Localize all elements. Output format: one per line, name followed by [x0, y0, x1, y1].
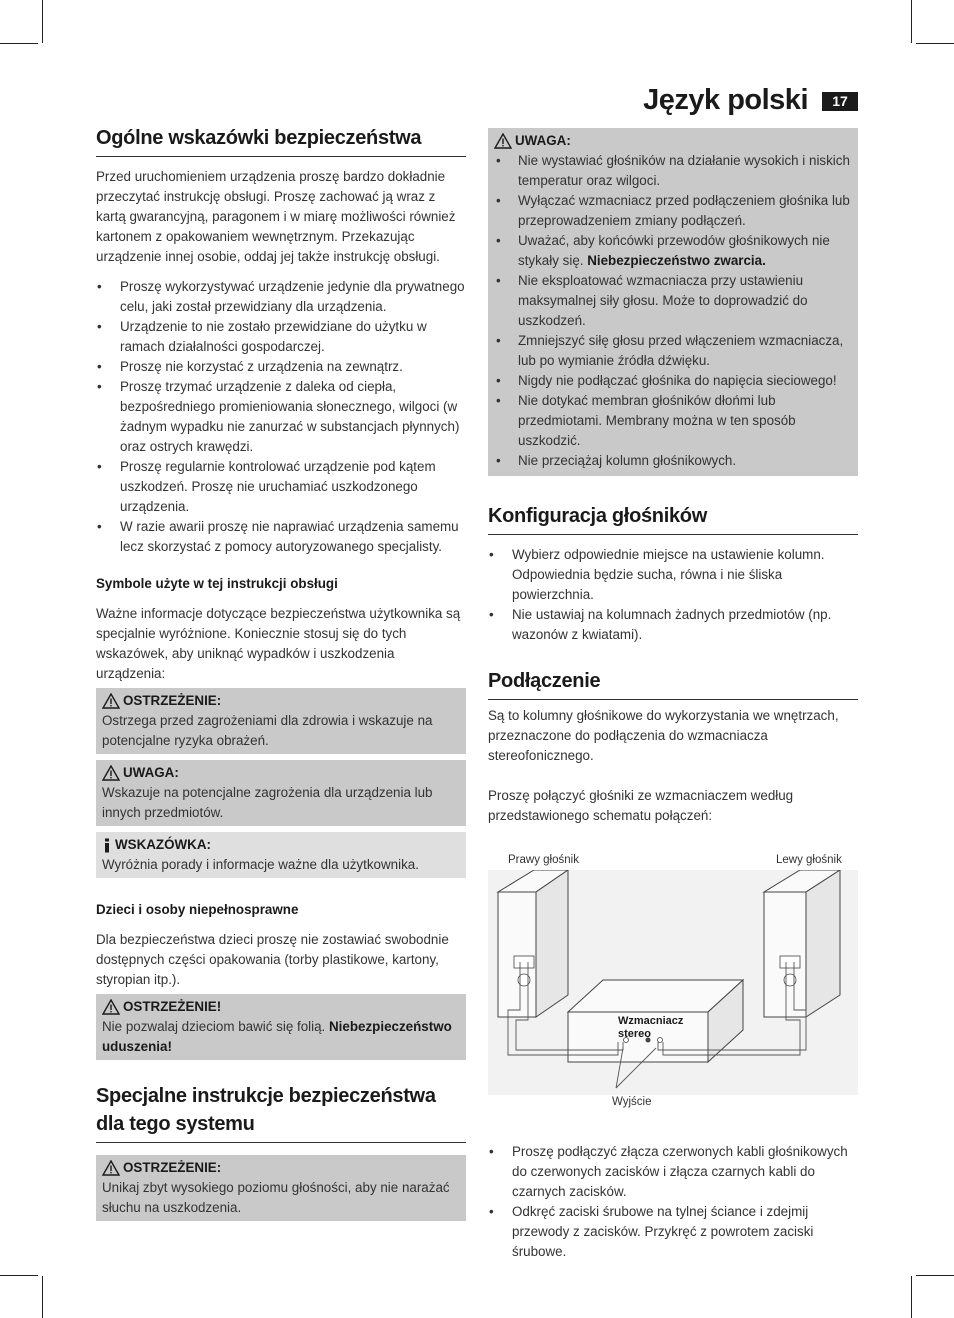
intro-paragraph: Przed uruchomieniem urządzenia proszę bardzo dokładnie przeczytać instrukcję obsługi. Proszę zachować ją wraz z kartą gwarancyjną, paragonem i w miarę możliwości również kartonem z opakowaniem wewnętrznym. Przekazując urządzenie innej osobie, oddaj jej także instrukcję obsługi. — [96, 169, 456, 264]
list-item: • Proszę nie korzystać z urządzenia na zewnątrz. — [96, 357, 466, 377]
crop-mark — [42, 1276, 43, 1318]
system-warning-text: Unikaj zbyt wysokiego poziomu głośności, aby nie narażać słuchu na uszkodzenia. — [102, 1180, 450, 1215]
list-item: • Proszę podłączyć złącza czerwonych kabli głośnikowych do czerwonych zacisków i złącza czarnych kabli do czarnych zacisków. — [488, 1142, 858, 1202]
section-heading-speaker-config: Konfiguracja głośników — [488, 498, 858, 535]
connection-paragraph: Są to kolumny głośnikowe do wykorzystania we wnętrzach, przeznaczone do podłączenia do wzmacniacza stereofonicznego. — [488, 708, 839, 763]
warning-triangle-icon — [102, 693, 120, 709]
list-item: • Proszę regularnie kontrolować urządzenie pod kątem uszkodzeń. Proszę nie uruchamiać uszkodzonego urządzenia. — [96, 457, 466, 517]
caution-text: Wskazuje na potencjalne zagrożenia dla urządzenia lub innych przedmiotów. — [102, 785, 433, 820]
system-warning-title: OSTRZEŻENIE: — [123, 1160, 222, 1175]
list-item: • Nie dotykać membran głośników dłońmi lub przedmiotami. Membrany można w ten sposób uszkodzić. — [494, 391, 852, 451]
list-item: • Wybierz odpowiednie miejsce na ustawienie kolumn. Odpowiednia będzie sucha, równa i nie śliska powierzchnia. — [488, 545, 858, 605]
section-heading-general-safety: Ogólne wskazówki bezpieczeństwa — [96, 120, 466, 157]
info-icon — [102, 838, 112, 853]
warning-triangle-icon — [494, 133, 512, 149]
left-speaker-icon — [764, 870, 840, 1017]
warning-triangle-icon — [102, 765, 120, 781]
caution-box — [96, 760, 466, 826]
list-item: • Odkręć zaciski śrubowe na tylnej ściance i zdejmij przewody z zacisków. Przykręć z powrotem zaciski śrubowe. — [488, 1202, 858, 1262]
crop-mark — [0, 1275, 38, 1276]
crop-mark — [0, 43, 38, 44]
amplifier-label-line2: stereo — [618, 1028, 652, 1040]
warning-triangle-icon — [102, 1160, 120, 1176]
wiring-diagram-drawing — [488, 870, 858, 1110]
warning-text: Ostrzega przed zagrożeniami dla zdrowia i wskazuje na potencjalne ryzyka obrażeń. — [102, 713, 433, 748]
children-warning-title: OSTRZEŻENIE! — [123, 999, 222, 1014]
list-item: • Proszę trzymać urządzenie z daleka od ciepła, bezpośredniego promieniowania słonecznego, wilgoci (w żadnym wypadku nie zanurzać w substancjach płynnych) oraz ostrych krawędzi. — [96, 377, 466, 457]
right-speaker-icon — [498, 870, 568, 1017]
list-item: • W razie awarii proszę nie naprawiać urządzenia samemu lecz skorzystać z pomocy autoryzowanego specjalisty. — [96, 517, 466, 557]
section-heading-special-instructions: Specjalne instrukcje bezpieczeństwa dla tego systemu — [96, 1078, 466, 1143]
caution-title: UWAGA: — [123, 765, 179, 780]
caution-list — [494, 151, 852, 471]
symbols-paragraph: Ważne informacje dotyczące bezpieczeństwa użytkownika są specjalnie wyróżnione. Koniecznie stosuj się do tych wskazówek, aby uniknąć wypadków i uszkodzenia urządzenia: — [96, 606, 461, 681]
crop-mark — [911, 1276, 912, 1318]
crop-mark — [916, 43, 954, 44]
symbols-heading: Symbole użyte w tej instrukcji obsługi — [96, 576, 338, 591]
children-paragraph: Dla bezpieczeństwa dzieci proszę nie zostawiać swobodnie dostępnych części opakowania (torby plastikowe, kartony, styropian itp.). — [96, 932, 449, 987]
speaker-caution-box — [488, 128, 858, 476]
right-speaker-label: Prawy głośnik — [508, 854, 579, 866]
crop-mark — [916, 1275, 954, 1276]
hint-text: Wyróżnia porady i informacje ważne dla użytkownika. — [102, 857, 419, 872]
list-item: • Urządzenie to nie zostało przewidziane do użytku w ramach działalności gospodarczej. — [96, 317, 466, 357]
left-speaker-label: Lewy głośnik — [776, 854, 842, 866]
list-item: • Nie wystawiać głośników na działanie wysokich i niskich temperatur oraz wilgoci. — [494, 151, 852, 191]
left-column — [96, 120, 466, 1221]
right-column — [488, 128, 858, 1262]
warning-box — [96, 688, 466, 754]
wiring-diagram — [488, 830, 858, 1130]
list-item: • Proszę wykorzystywać urządzenie jedynie dla prywatnego celu, jaki został przewidziany dla urządzenia. — [96, 277, 466, 317]
page-title: Język polski — [643, 84, 808, 116]
crop-mark — [911, 0, 912, 43]
list-item: • Nie eksploatować wzmacniacza przy ustawieniu maksymalnej siły głosu. Może to doprowadzić do uszkodzeń. — [494, 271, 852, 331]
section-heading-connection: Podłączenie — [488, 663, 858, 700]
safety-bullet-list — [96, 277, 466, 557]
list-item: • Nie ustawiaj na kolumnach żadnych przedmiotów (np. wazonów z kwiatami). — [488, 605, 858, 645]
warning-title: OSTRZEŻENIE: — [123, 693, 222, 708]
children-heading: Dzieci i osoby niepełnosprawne — [96, 902, 299, 917]
children-warning-text: Nie pozwalaj dzieciom bawić się folią. — [102, 1019, 326, 1034]
amplifier-label-line1: Wzmacniacz — [618, 1015, 684, 1027]
hint-box — [96, 832, 466, 878]
hint-title: WSKAZÓWKA: — [115, 837, 211, 852]
children-warning-box — [96, 994, 466, 1060]
short-circuit-warning: Niebezpieczeństwo zwarcia. — [587, 253, 766, 268]
list-item: • Zmniejszyć siłę głosu przed włączeniem wzmacniacza, lub po wymianie źródła dźwięku. — [494, 331, 852, 371]
output-label: Wyjście — [612, 1096, 652, 1108]
config-bullet-list — [488, 545, 858, 645]
speaker-caution-title: UWAGA: — [515, 133, 571, 148]
list-item: • Wyłączać wzmacniacz przed podłączeniem głośnika lub przeprowadzeniem zmiany podłączeń. — [494, 191, 852, 231]
crop-mark — [42, 0, 43, 43]
connection-bullet-list — [488, 1142, 858, 1262]
system-warning-box — [96, 1155, 466, 1221]
list-item: • Nie przeciążaj kolumn głośnikowych. — [494, 451, 852, 471]
list-item: • Nigdy nie podłączać głośnika do napięcia sieciowego! — [494, 371, 852, 391]
list-item: • Uważać, aby końcówki przewodów głośnikowych nie stykały się. Niebezpieczeństwo zwarcia. — [494, 231, 852, 271]
warning-triangle-icon — [102, 999, 120, 1015]
children-warning-bold: Niebezpieczeństwo uduszenia! — [102, 1019, 452, 1054]
page-number: 17 — [822, 92, 858, 111]
connection-instruction: Proszę połączyć głośniki ze wzmacniaczem według przedstawionego schematu połączeń: — [488, 788, 794, 823]
